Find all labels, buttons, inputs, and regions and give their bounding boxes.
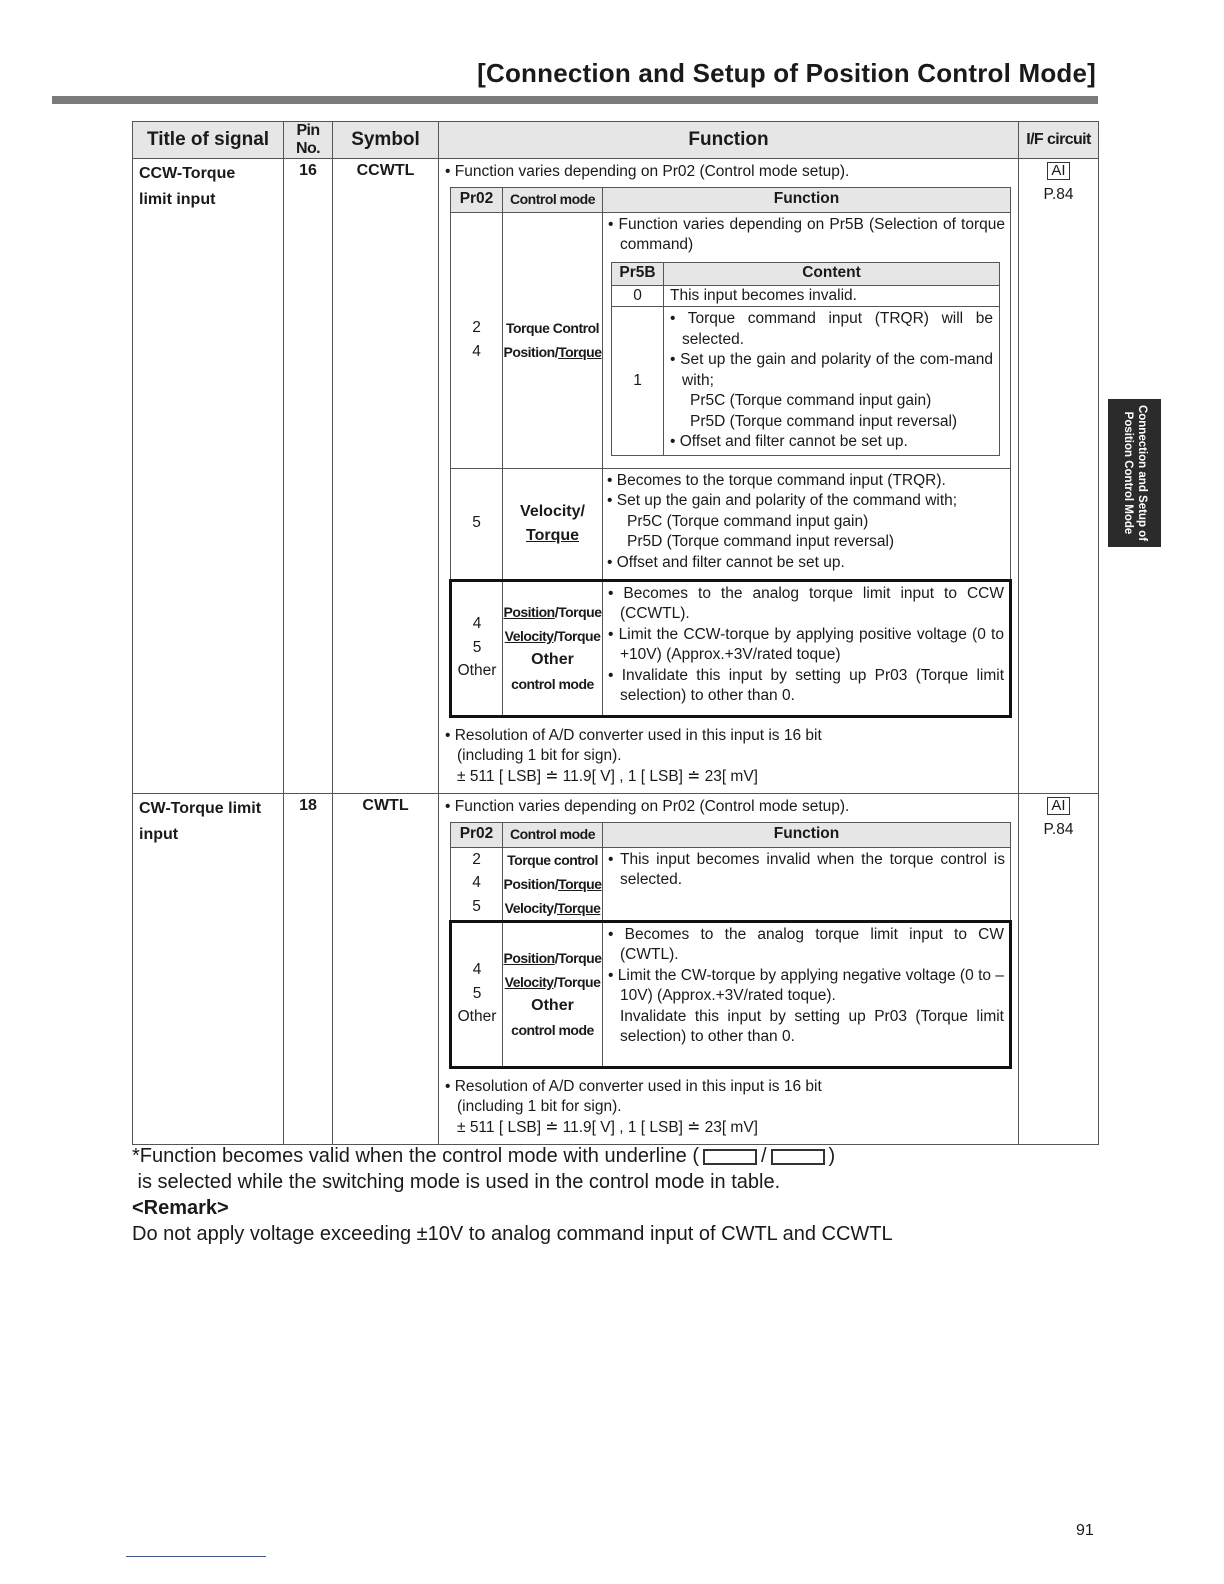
bottom-link-line[interactable] [126,1556,266,1557]
signal-title-line1: CCW-Torque [139,165,236,182]
control-mode-cell: Position/Torque Velocity/Torque Other control mode [503,580,603,716]
mode-position-torque: Position/Torque [503,950,602,966]
control-mode-table [449,187,1012,718]
function-description: • Becomes to the analog torque limit input to CW (CWTL). • Limit the CW-torque by applying negative voltage (0 to –10V) (Approx.+3V/rated toque). Invalidate this input by setting up Pr03 (Torque limit selection) to other than 0. [603,921,1011,1067]
analog-input-box: AI [1047,162,1069,180]
header-pin-no: Pin No. [284,122,333,159]
header-function: Function [439,122,1019,159]
resolution-note: • Resolution of A/D converter used in this input is 16 bit (including 1 bit for sign). ± 511 [ LSB] ≐ 11.9[ V] , 1 [ LSB] ≐ 23[ mV] [445,726,822,785]
pr02-value: 4 [472,342,481,360]
if-page-ref: P.84 [1043,186,1074,203]
mode-velocity-torque: Velocity/ [520,502,585,520]
pr02-values: 4 5 Other [451,580,503,716]
mode-position-torque: Position/Torque [503,344,602,360]
header-if-circuit: I/F circuit [1019,122,1099,159]
underline-sample-box [703,1149,757,1165]
pr5b-table [611,262,1000,456]
mode-torque: Torque [525,526,580,544]
resolution-note: • Resolution of A/D converter used in this input is 16 bit (including 1 bit for sign). ± 511 [ LSB] ≐ 11.9[ V] , 1 [ LSB] ≐ 23[ mV] [445,1077,822,1136]
underline-sample-box [771,1149,825,1165]
signal-title-line2: limit input [139,191,216,208]
signal-title-cell [133,794,284,1145]
function-intro: • Function varies depending on Pr02 (Control mode setup). [445,798,850,815]
sub-header-control-mode: Control mode [503,187,603,212]
pr5b-value: 1 [612,307,664,456]
function-description: • Becomes to the torque command input (TRQR). • Set up the gain and polarity of the command with; Pr5C (Torque command input gain) Pr5D (Torque command input reversal) • Offset and filter cannot be set up. [603,468,1011,580]
symbol: CCWTL [333,159,439,794]
function-description [603,212,1011,468]
symbol: CWTL [333,794,439,1145]
pr02-values [451,212,503,468]
pr5b-value: 0 [612,285,664,307]
signal-title-line2: input [139,826,179,843]
sub-header-pr02: Pr02 [451,187,503,212]
signal-table [132,121,1099,1145]
if-circuit-cell [1019,159,1099,794]
sub-header-pr02: Pr02 [451,822,503,847]
control-mode-cell: Position/Torque Velocity/Torque Other control mode [503,921,603,1067]
pr5b-content: This input becomes invalid. [664,285,1000,307]
footnote [132,1143,893,1247]
mode-torque-control: Torque Control [505,320,600,336]
pr5b-content: • Torque command input (TRQR) will be selected. • Set up the gain and polarity of the com-mand with; Pr5C (Torque command input gain) Pr5D (Torque command input reversal) • Offset and filter cannot be set up. [664,307,1000,456]
header-symbol: Symbol [333,122,439,159]
page-number: 91 [1076,1522,1094,1539]
mode-velocity-torque: Velocity/Torque [504,899,601,916]
pr02-value: 5 [451,468,503,580]
mode-torque-control: Torque control [507,851,598,868]
pin-number: 16 [284,159,333,794]
sub-header-control-mode: Control mode [503,822,603,847]
pr02-values: 4 5 Other [451,921,503,1067]
control-mode-table [449,822,1012,1069]
control-mode-cell [503,468,603,580]
inner-header-pr5b: Pr5B [612,262,664,285]
function-cell [439,794,1019,1145]
table-row-cwtl [133,794,1099,1145]
control-mode-cell [503,847,603,921]
signal-title-line1: CW-Torque limit [139,800,262,817]
function-description: • Becomes to the analog torque limit input to CCW (CCWTL). • Limit the CCW-torque by applying positive voltage (0 to +10V) (Approx.+3V/rated toque) • Invalidate this input by setting up Pr03 (Torque limit selection) to other than 0. [603,580,1011,716]
if-circuit-cell [1019,794,1099,1145]
function-intro: • Function varies depending on Pr02 (Control mode setup). [445,163,850,180]
mode-position-torque: Position/Torque [503,875,602,892]
table-header-row [133,122,1099,159]
if-page-ref: P.84 [1043,821,1074,838]
control-mode-cell [503,212,603,468]
side-tab-line2: Position Control Mode [1121,411,1134,535]
pin-number: 18 [284,794,333,1145]
mode-velocity-torque: Velocity/Torque [504,974,601,990]
sub-header-function: Function [603,187,1011,212]
mode-position-torque: Position/Torque [503,604,602,620]
section-side-tab [1108,399,1161,547]
fn-text: • Function varies depending on Pr5B (Selection of torque command) [608,215,1005,253]
footnote-line1: *Function becomes valid when the control mode with underline ( / ) [132,1145,836,1167]
pr02-value: 2 [472,319,481,336]
analog-input-box: AI [1047,797,1069,815]
function-description: • This input becomes invalid when the torque control is selected. [603,847,1011,921]
mode-velocity-torque: Velocity/Torque [504,628,601,644]
page-title: [Connection and Setup of Position Control Mode] [477,58,1096,88]
sub-header-function: Function [603,822,1011,847]
remark-text: Do not apply voltage exceeding ±10V to analog command input of CWTL and CCWTL [132,1223,893,1245]
side-tab-line1: Connection and Setup of [1135,404,1148,542]
header-title-of-signal: Title of signal [133,122,284,159]
signal-title-cell [133,159,284,794]
remark-title: <Remark> [132,1197,229,1219]
footnote-line2: is selected while the switching mode is used in the control mode in table. [132,1171,781,1193]
function-cell [439,159,1019,794]
header-rule [52,96,1098,104]
inner-header-content: Content [664,262,1000,285]
pr02-values: 2 4 5 [451,847,503,921]
table-row-ccwtl [133,159,1099,794]
